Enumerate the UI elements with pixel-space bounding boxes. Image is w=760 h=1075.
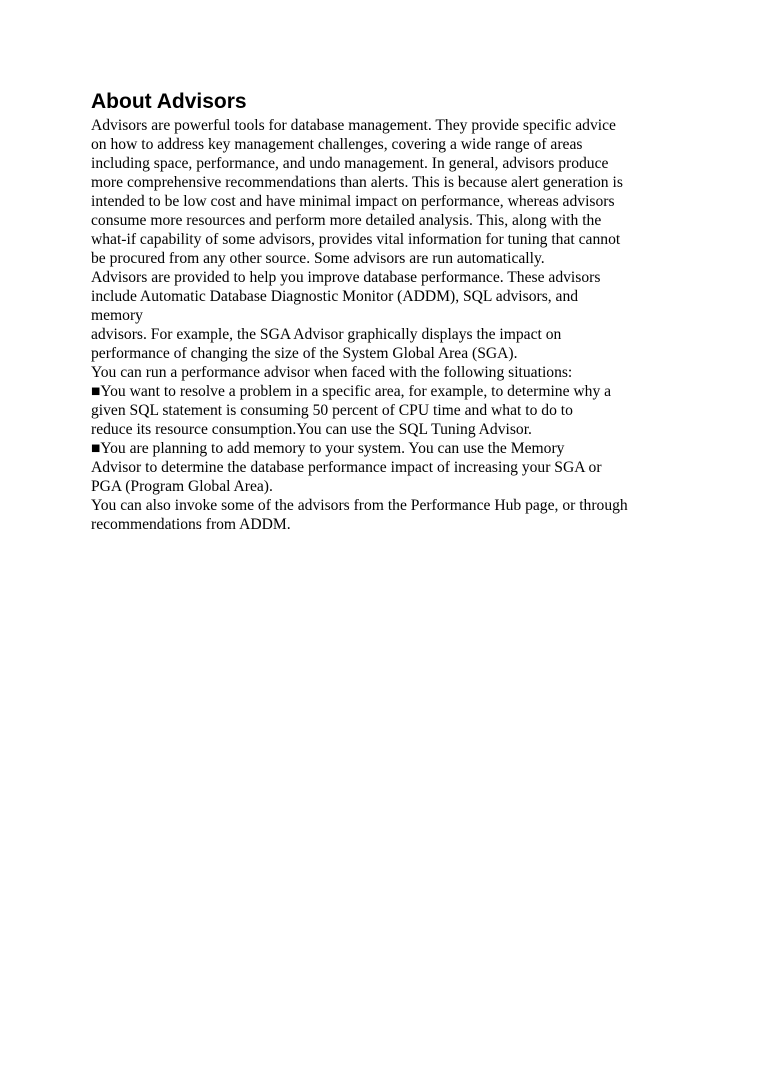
text-line: You can run a performance advisor when faced with the following situations: <box>91 364 573 381</box>
text-line: Advisor to determine the database performance impact of increasing your SGA or <box>91 459 602 476</box>
text-line: including space, performance, and undo management. In general, advisors produce <box>91 155 609 172</box>
text-line: You can also invoke some of the advisors from the Performance Hub page, or through <box>91 497 628 514</box>
text-line: recommendations from ADDM. <box>91 516 291 533</box>
text-line: reduce its resource consumption.You can use the SQL Tuning Advisor. <box>91 421 532 438</box>
text-line: Advisors are provided to help you improve database performance. These advisors <box>91 269 601 286</box>
text-line: be procured from any other source. Some advisors are run automatically. <box>91 250 545 267</box>
text-line: include Automatic Database Diagnostic Monitor (ADDM), SQL advisors, and <box>91 288 579 305</box>
text-line: performance of changing the size of the System Global Area (SGA). <box>91 345 518 362</box>
text-line: on how to address key management challenges, covering a wide range of areas <box>91 136 583 153</box>
page-title: About Advisors <box>91 90 247 113</box>
text-line: intended to be low cost and have minimal impact on performance, whereas advisors <box>91 193 615 210</box>
body-text <box>91 116 691 534</box>
text-line: PGA (Program Global Area). <box>91 478 273 495</box>
document-page <box>91 88 691 534</box>
text-line: memory <box>91 307 143 324</box>
text-line: given SQL statement is consuming 50 percent of CPU time and what to do to <box>91 402 573 419</box>
text-line: consume more resources and perform more detailed analysis. This, along with the <box>91 212 602 229</box>
bullet-line: ■You are planning to add memory to your system. You can use the Memory <box>91 440 565 457</box>
text-line: advisors. For example, the SGA Advisor graphically displays the impact on <box>91 326 562 343</box>
text-line: more comprehensive recommendations than alerts. This is because alert generation is <box>91 174 623 191</box>
bullet-line: ■You want to resolve a problem in a specific area, for example, to determine why a <box>91 383 612 400</box>
text-line: Advisors are powerful tools for database management. They provide specific advice <box>91 117 616 134</box>
text-line: what-if capability of some advisors, provides vital information for tuning that cannot <box>91 231 621 248</box>
